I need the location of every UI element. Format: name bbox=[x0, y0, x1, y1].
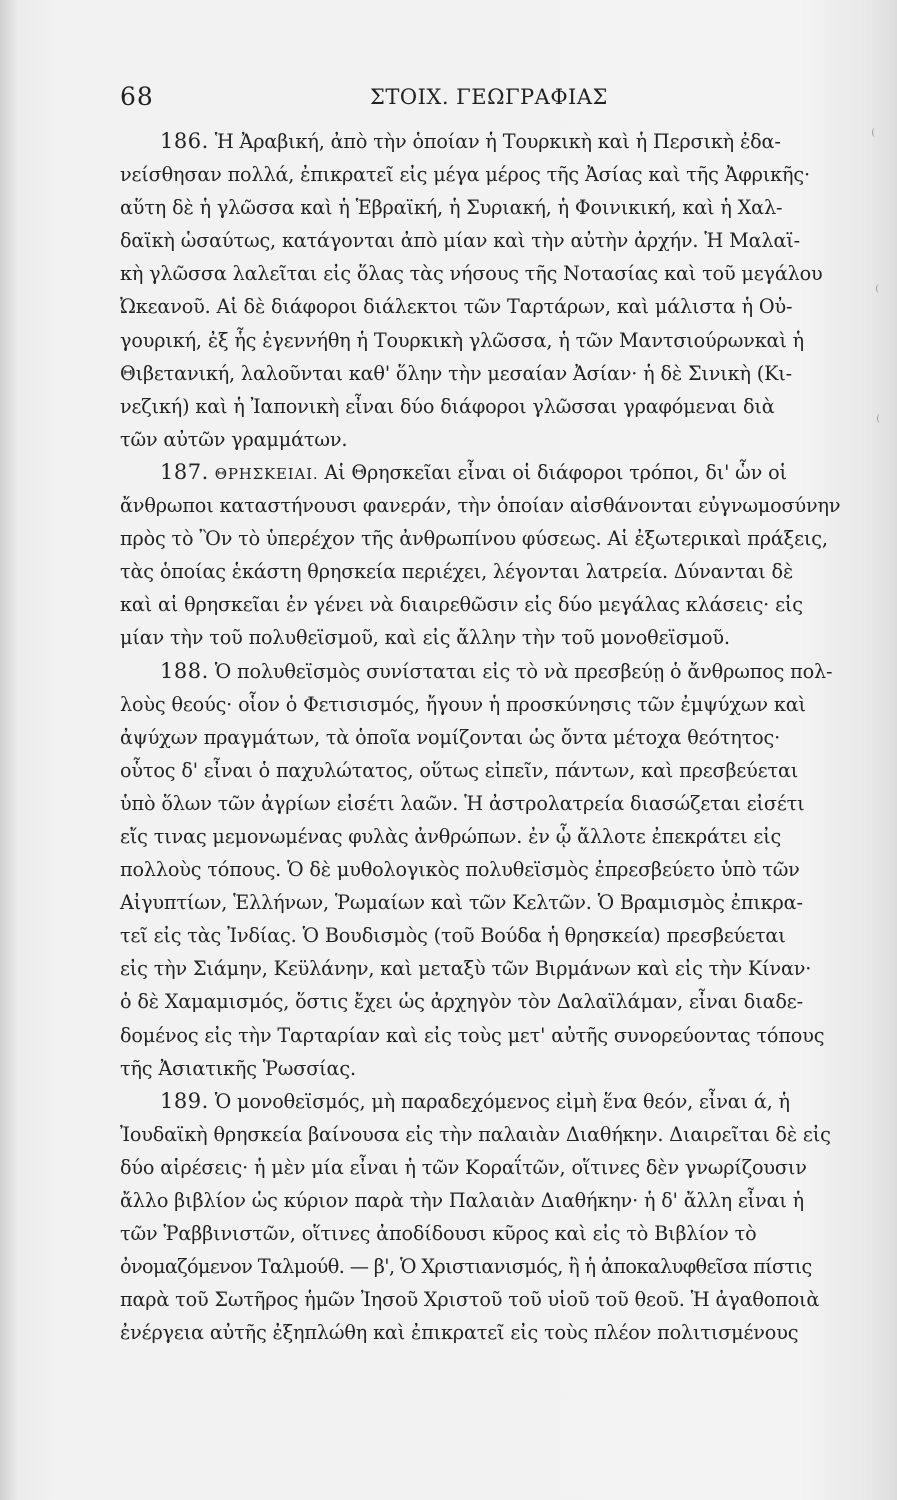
text-line: τὰς ὁποίας ἑκάστη θρησκεία περιέχει, λέγονται λατρεία. Δύνανται δὲ bbox=[120, 560, 794, 584]
text-line: ἄλλο βιβλίον ὡς κύριον παρὰ τὴν Παλαιὰν Διαθήκην· ἡ δ' ἄλλη εἶναι ἡ bbox=[120, 1189, 805, 1212]
page-number: 68 bbox=[120, 82, 154, 111]
text-line: εἰς τὴν Σιάμην, Κεϋλάνην, καὶ μεταξὺ τῶν Βιρμάνων καὶ εἰς τὴν Κίναν· bbox=[120, 957, 812, 981]
text-line: ὑπὸ ὅλων τῶν ἀγρίων εἰσέτι λαῶν. Ἡ ἀστρολατρεία διασώζεται εἰσέτι bbox=[120, 791, 805, 815]
text-line: τῶν αὐτῶν γραμμάτων. bbox=[120, 427, 348, 451]
edge-speck bbox=[876, 284, 882, 293]
text-line: λοὺς θεούς· οἷον ὁ Φετισισμός, ἤγουν ἡ προσκύνησις τῶν ἐμψύχων καὶ bbox=[120, 692, 806, 716]
text-line: ὁ δὲ Χαμαμισμός, ὅστις ἔχει ὡς ἀρχηγὸν τὸν Δαλαϊλάμαν, εἶναι διαδε- bbox=[120, 990, 803, 1014]
text-line: 188. Ὁ πολυθεϊσμὸς συνίσταται εἰς τὸ νὰ πρεσβεύῃ ὁ ἄνθρωπος πολ- bbox=[160, 658, 833, 683]
paragraph-188 bbox=[120, 655, 840, 1085]
text-line: μίαν τὴν τοῦ πολυθεϊσμοῦ, καὶ εἰς ἄλλην τὴν τοῦ μονοθεϊσμοῦ. bbox=[120, 626, 730, 650]
text-line: αὕτη δὲ ἡ γλῶσσα καὶ ἡ Ἑβραϊκή, ἡ Συριακή, ἡ Φοινικική, καὶ ἡ Χαλ- bbox=[120, 196, 783, 220]
text-line: πολλοὺς τόπους. Ὁ δὲ μυθολογικὸς πολυθεϊσμὸς ἐπρεσβεύετο ὑπὸ τῶν bbox=[120, 858, 800, 882]
edge-speck bbox=[872, 128, 878, 137]
running-header bbox=[0, 82, 897, 122]
text-line: δαϊκὴ ὡσαύτως, κατάγονται ἀπὸ μίαν καὶ τὴν αὐτὴν ἀρχήν. Ἡ Μαλαϊ- bbox=[120, 229, 800, 253]
text-line: εἴς τινας μεμονωμένας φυλὰς ἀνθρώπων. ἐν ᾧ ἄλλοτε ἐπεκράτει εἰς bbox=[120, 824, 782, 848]
text-line: τεῖ εἰς τὰς Ἰνδίας. Ὁ Βουδισμὸς (τοῦ Βούδα ἡ θρησκεία) πρεσβεύεται bbox=[120, 924, 786, 948]
text-line: πρὸς τὸ Ὂν τὸ ὑπερέχον τῆς ἀνθρωπίνου φύσεως. Αἱ ἐξωτερικαὶ πράξεις, bbox=[120, 527, 828, 551]
section-heading: ΘΡΗΣΚΕΙΑΙ. bbox=[214, 464, 319, 483]
paragraph-187 bbox=[120, 456, 840, 655]
text-line: τῆς Ἀσιατικῆς Ῥωσσίας. bbox=[120, 1056, 356, 1080]
text-line: τῶν Ῥαββινιστῶν, οἵτινες ἀποδίδουσι κῦρος καὶ εἰς τὸ Βιβλίον τὸ bbox=[120, 1222, 757, 1246]
text-line: δύο αἱρέσεις· ἡ μὲν μία εἶναι ἡ τῶν Κοραΐτῶν, οἵτινες δὲν γνωρίζουσιν bbox=[120, 1155, 807, 1179]
section-number: 189. bbox=[160, 1088, 209, 1113]
paragraph-189 bbox=[120, 1085, 840, 1350]
text-line: κὴ γλῶσσα λαλεῖται εἰς ὅλας τὰς νήσους τῆς Νοτασίας καὶ τοῦ μεγάλου bbox=[120, 262, 823, 286]
section-number: 188. bbox=[160, 658, 209, 683]
section-number: 187. bbox=[160, 459, 209, 484]
text-line: 189. Ὁ μονοθεϊσμός, μὴ παραδεχόμενος εἰμὴ ἕνα θεόν, εἶναι ά, ἡ bbox=[160, 1088, 790, 1113]
body-text bbox=[120, 125, 840, 1349]
text-line: Ὠκεανοῦ. Αἱ δὲ διάφοροι διάλεκτοι τῶν Ταρτάρων, καὶ μάλιστα ἡ Οὐ- bbox=[120, 295, 793, 319]
text-line: 186. Ἡ Ἀραβική, ἀπὸ τὴν ὁποίαν ἡ Τουρκικὴ καὶ ἡ Περσικὴ ἐδα- bbox=[160, 129, 781, 153]
edge-speck bbox=[877, 414, 883, 423]
text-line: οὗτος δ' εἶναι ὁ παχυλώτατος, οὕτως εἰπεῖν, πάντων, καὶ πρεσβεύεται bbox=[120, 758, 799, 782]
text-line: δομένος εἰς τὴν Ταρταρίαν καὶ εἰς τοὺς μετ' αὐτῆς συνορεύοντας τόπους bbox=[120, 1023, 825, 1047]
text-line: Θιβετανική, λαλοῦνται καθ' ὅλην τὴν μεσαίαν Ἀσίαν· ἡ δὲ Σινικὴ (Κι- bbox=[120, 361, 792, 385]
text-line: νείσθησαν πολλά, ἐπικρατεῖ εἰς μέγα μέρος τῆς Ἀσίας καὶ τῆς Ἀφρικῆς· bbox=[120, 163, 810, 187]
paragraph-186 bbox=[120, 125, 840, 456]
text-line: ἄνθρωποι καταστήνουσι φανεράν, τὴν ὁποίαν αἰσθάνονται εὐγνωμοσύνην bbox=[120, 494, 841, 518]
text-line: ὀνομαζόμενον Ταλμούθ. — β', Ὁ Χριστιανισμός, ἢ ἡ ἀποκαλυφθεῖσα πίστις bbox=[120, 1255, 812, 1279]
text-line: 187. ΘΡΗΣΚΕΙΑΙ. Αἱ Θρησκεῖαι εἶναι οἱ διάφοροι τρόποι, δι' ὧν οἱ bbox=[160, 459, 787, 484]
text-line: Ἰουδαϊκὴ θρησκεία βαίνουσα εἰς τὴν παλαιὰν Διαθήκην. Διαιρεῖται δὲ εἰς bbox=[120, 1122, 831, 1146]
text-line: ἀψύχων πραγμάτων, τὰ ὁποῖα νομίζονται ὡς ὄντα μέτοχα θεότητος· bbox=[120, 725, 781, 749]
text-line: νεζική) καὶ ἡ Ἰαπονικὴ εἶναι δύο διάφοροι γλῶσσαι γραφόμεναι διὰ bbox=[120, 394, 775, 418]
text-line: καὶ αἱ θρησκεῖαι ἐν γένει νὰ διαιρεθῶσιν εἰς δύο μεγάλας κλάσεις· εἰς bbox=[120, 593, 803, 617]
section-number: 186. bbox=[160, 129, 209, 153]
running-title: ΣΤΟΙΧ. ΓΕΩΓΡΑΦΙΑΣ bbox=[370, 85, 608, 109]
text-line: ἐνέργεια αὐτῆς ἐξηπλώθη καὶ ἐπικρατεῖ εἰς τοὺς πλέον πολιτισμένους bbox=[120, 1321, 799, 1345]
text-line: γουρική, ἐξ ἧς ἐγεννήθη ἡ Τουρκικὴ γλῶσσα, ἡ τῶν Μαντσιούρωνκαὶ ἡ bbox=[120, 328, 805, 352]
text-line: παρὰ τοῦ Σωτῆρος ἡμῶν Ἰησοῦ Χριστοῦ τοῦ υἱοῦ τοῦ θεοῦ. Ἡ ἀγαθοποιὰ bbox=[120, 1288, 820, 1312]
text-line: Αἰγυπτίων, Ἑλλήνων, Ῥωμαίων καὶ τῶν Κελτῶν. Ὁ Βραμισμὸς ἐπικρα- bbox=[120, 891, 803, 915]
